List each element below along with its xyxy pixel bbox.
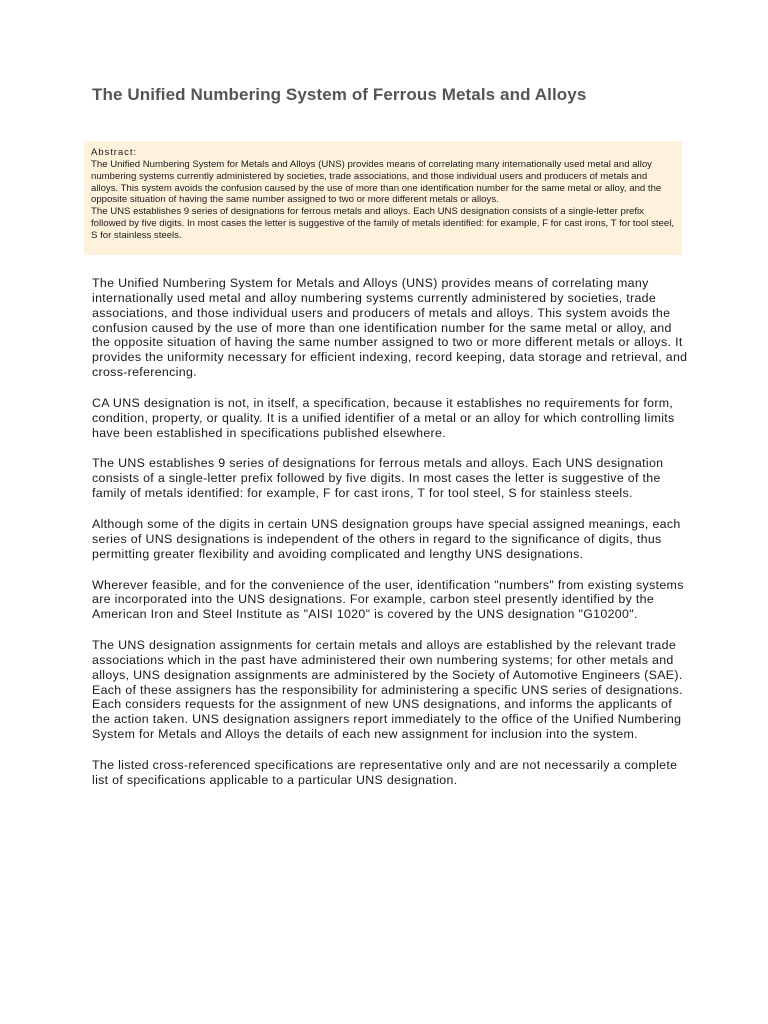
abstract-paragraph: The UNS establishes 9 series of designations for ferrous metals and alloys. Each UNS designation consists of a single-letter prefix followed by five digits. In most cases the letter is suggestive of the family of metals identified: for example, F for cast irons, T for tool steel, S for stainless steels.: [91, 206, 674, 241]
body-paragraph: The UNS designation assignments for certain metals and alloys are established by the relevant trade associations which in the past have administered their own numbering systems; for other metals and alloys, UNS designation assignments are administered by the Society of Automotive Engineers (SAE). Each of these assigners has the responsibility for administering a specific UNS series of designations. Each considers requests for the assignment of new UNS designations, and informs the applicants of the action taken. UNS designation assigners report immediately to the office of the Unified Numbering System for Metals and Alloys the details of each new assignment for inclusion into the system.: [92, 638, 683, 742]
page-title: The Unified Numbering System of Ferrous Metals and Alloys: [92, 85, 587, 104]
abstract-paragraph: The Unified Numbering System for Metals and Alloys (UNS) provides means of correlating many internationally used metal and alloy numbering systems currently administered by societies, trade associations, and those individual users and producers of metals and alloys. This system avoids the confusion caused by the use of more than one identification number for the same metal or alloy, and the opposite situation of having the same number assigned to two or more different metals or alloys.: [91, 158, 662, 206]
body-paragraph: Wherever feasible, and for the convenience of the user, identification "numbers" from existing systems are incorporated into the UNS designations. For example, carbon steel presently identified by the American Iron and Steel Institute as "AISI 1020" is covered by the UNS designation "G10200".: [92, 577, 684, 622]
body-paragraph: The listed cross-referenced specifications are representative only and are not necessarily a complete list of specifications applicable to a particular UNS designation.: [92, 757, 678, 787]
abstract-box: [84, 141, 682, 255]
body-paragraph: The UNS establishes 9 series of designations for ferrous metals and alloys. Each UNS designation consists of a single-letter prefix followed by five digits. In most cases the letter is suggestive of the family of metals identified: for example, F for cast irons, T for tool steel, S for stainless steels.: [92, 456, 664, 501]
body-paragraph: The Unified Numbering System for Metals and Alloys (UNS) provides means of correlating many internationally used metal and alloy numbering systems currently administered by societies, trade associations, and those individual users and producers of metals and alloys. This system avoids the confusion caused by the use of more than one identification number for the same metal or alloy, and the opposite situation of having the same number assigned to two or more different metals or alloys. It provides the uniformity necessary for efficient indexing, record keeping, data storage and retrieval, and cross-referencing.: [92, 276, 688, 380]
document-body: [92, 276, 688, 804]
body-paragraph: Although some of the digits in certain UNS designation groups have special assigned meanings, each series of UNS designations is independent of the others in regard to the significance of digits, thus permitting greater flexibility and avoiding complicated and lengthy UNS designations.: [92, 516, 681, 561]
body-paragraph: CA UNS designation is not, in itself, a specification, because it establishes no requirements for form, condition, property, or quality. It is a unified identifier of a metal or an alloy for which controlling limits have been established in specifications published elsewhere.: [92, 395, 675, 440]
abstract-label: Abstract:: [91, 147, 137, 158]
